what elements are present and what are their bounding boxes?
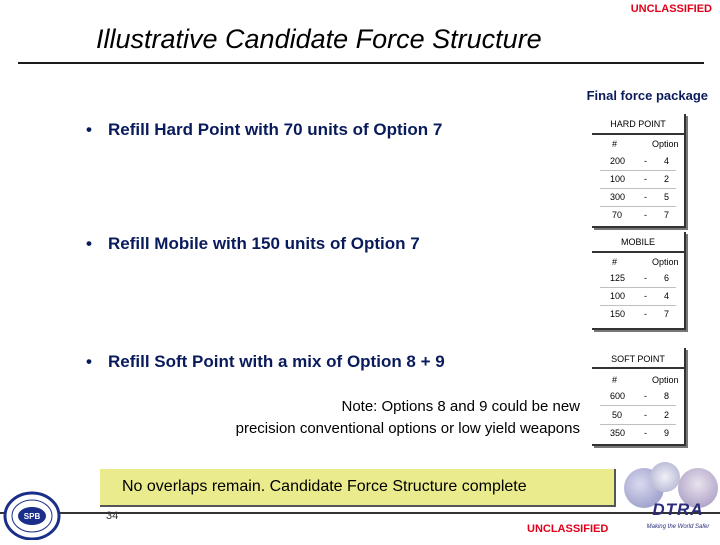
spb-logo-text: SPB — [23, 512, 41, 521]
cell-dash: - — [644, 410, 647, 420]
cell-option: 7 — [664, 210, 670, 220]
title-divider — [18, 62, 704, 64]
slide-title: Illustrative Candidate Force Structure — [96, 24, 542, 54]
cell-dash: - — [644, 291, 647, 301]
bullet-text: Refill Soft Point with a mix of Option 8 + 9 — [108, 352, 445, 371]
cell-option: 6 — [664, 273, 670, 283]
hard-point-table — [592, 114, 686, 228]
cell-option: 2 — [664, 410, 670, 420]
row-divider — [600, 405, 676, 406]
cell-dash: - — [644, 210, 647, 220]
banner-text: No overlaps remain. Candidate Force Structure complete — [122, 478, 527, 495]
table-title: HARD POINT — [610, 119, 666, 129]
dtra-tagline: Making the World Safer — [646, 524, 710, 530]
table-title-divider — [592, 367, 684, 369]
cell-dash: - — [644, 391, 647, 401]
cell-count: 100 — [610, 291, 626, 301]
table-title-divider — [592, 251, 684, 253]
column-header-count: # — [612, 257, 618, 267]
bullet-glyph: • — [86, 234, 92, 253]
column-header-count: # — [612, 375, 618, 385]
soft-point-table — [592, 348, 686, 446]
column-header-option: Option — [652, 139, 679, 149]
cell-option: 4 — [664, 291, 670, 301]
cell-dash: - — [644, 428, 647, 438]
page-number: 34 — [106, 510, 119, 522]
dtra-logo-text: DTRA — [652, 500, 704, 519]
cell-option: 2 — [664, 174, 670, 184]
cell-dash: - — [644, 273, 647, 283]
column-header-count: # — [612, 139, 618, 149]
bullet-mobile — [86, 234, 420, 254]
cell-dash: - — [644, 174, 647, 184]
cell-count: 50 — [612, 410, 623, 420]
final-force-package-label: Final force package — [586, 88, 708, 103]
cell-dash: - — [644, 309, 647, 319]
row-divider — [600, 206, 676, 207]
cell-count: 300 — [610, 192, 626, 202]
bullet-text: Refill Hard Point with 70 units of Option 7 — [108, 120, 443, 139]
column-header-option: Option — [652, 257, 679, 267]
table-title: SOFT POINT — [611, 354, 665, 364]
note-line: Note: Options 8 and 9 could be new — [341, 398, 580, 415]
cell-count: 600 — [610, 391, 626, 401]
cell-count: 350 — [610, 428, 626, 438]
row-divider — [600, 424, 676, 425]
note-line: precision conventional options or low yield weapons — [235, 420, 580, 437]
row-divider — [600, 170, 676, 171]
cell-option: 5 — [664, 192, 670, 202]
cell-count: 125 — [610, 273, 626, 283]
row-divider — [600, 305, 676, 306]
row-divider — [600, 287, 676, 288]
cell-option: 9 — [664, 428, 670, 438]
mobile-table — [592, 232, 686, 330]
note-text — [100, 396, 580, 440]
cell-option: 7 — [664, 309, 670, 319]
cell-option: 4 — [664, 156, 670, 166]
row-divider — [600, 188, 676, 189]
completion-banner — [100, 469, 616, 507]
spb-seal-icon — [2, 486, 62, 540]
cell-count: 70 — [612, 210, 623, 220]
column-header-option: Option — [652, 375, 679, 385]
cell-count: 200 — [610, 156, 626, 166]
logo-photo-center — [650, 462, 680, 492]
bullet-text: Refill Mobile with 150 units of Option 7 — [108, 234, 420, 253]
cell-count: 150 — [610, 309, 626, 319]
classification-marking-bottom: UNCLASSIFIED — [527, 523, 609, 535]
spb-logo — [2, 486, 62, 540]
cell-count: 100 — [610, 174, 626, 184]
bullet-hard-point — [86, 120, 442, 140]
dtra-logo — [640, 500, 716, 536]
table-title-divider — [592, 133, 684, 135]
cell-option: 8 — [664, 391, 670, 401]
bullet-glyph: • — [86, 120, 92, 139]
classification-marking-top: UNCLASSIFIED — [630, 3, 712, 15]
bullet-soft-point — [86, 352, 445, 372]
table-title: MOBILE — [620, 237, 655, 247]
bullet-glyph: • — [86, 352, 92, 371]
cell-dash: - — [644, 192, 647, 202]
cell-dash: - — [644, 156, 647, 166]
